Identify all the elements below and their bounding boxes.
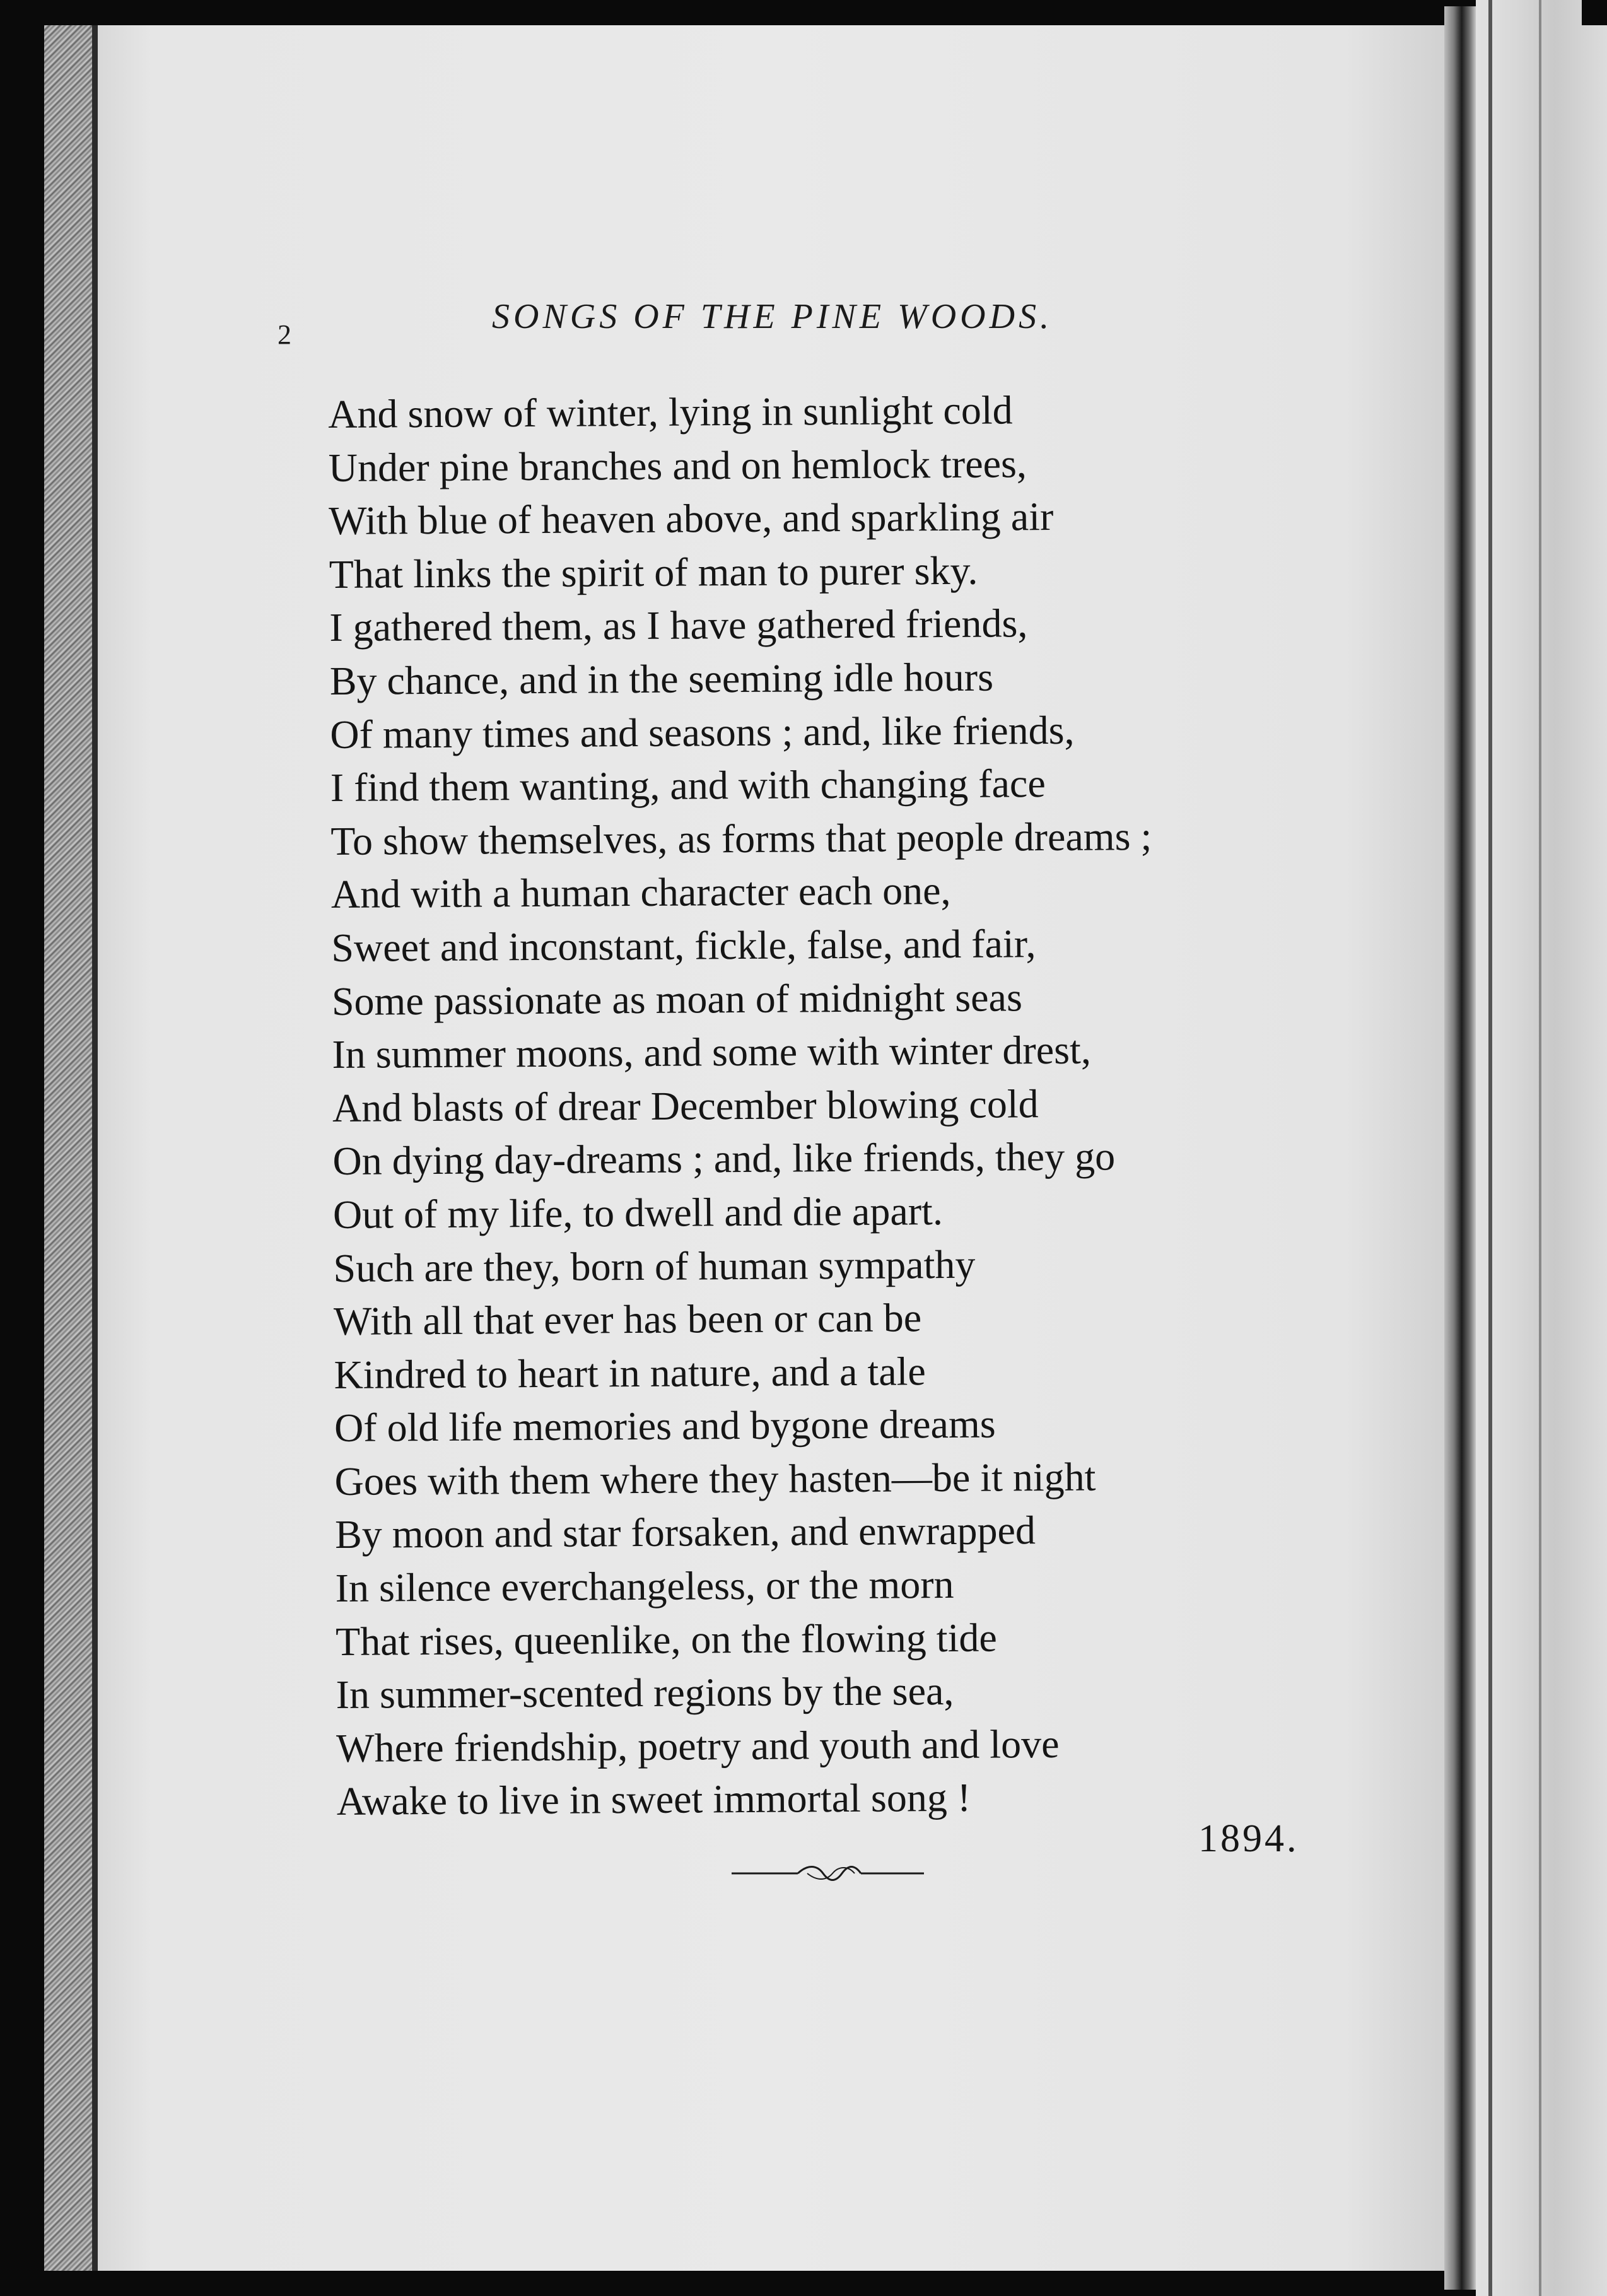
poem-line: In summer-scented regions by the sea, xyxy=(336,1668,954,1718)
page-gutter xyxy=(1444,6,1476,2290)
poem-line: And blasts of drear December blowing cold xyxy=(332,1081,1039,1130)
poem-line: Some passionate as moan of midnight seas xyxy=(331,974,1023,1024)
poem-line: And snow of winter, lying in sunlight cold xyxy=(328,387,1013,436)
facing-page-line-secondary xyxy=(1539,0,1541,2296)
poem-line: With blue of heaven above, and sparkling air xyxy=(329,494,1054,544)
facing-page-line xyxy=(1488,0,1492,2296)
poem-line: Awake to live in sweet immortal song ! xyxy=(336,1775,971,1824)
poem-line: With all that ever has been or can be xyxy=(333,1295,922,1344)
background-corner xyxy=(1582,0,1607,25)
poem-line: Sweet and inconstant, fickle, false, and fair, xyxy=(331,921,1036,970)
poem-line: By chance, and in the seeming idle hours xyxy=(329,654,994,703)
poem-line: In summer moons, and some with winter drest, xyxy=(332,1027,1092,1077)
poem-line: That links the spirit of man to purer sky. xyxy=(329,548,978,597)
poem-line: Kindred to heart in nature, and a tale xyxy=(334,1348,926,1397)
poem-line: On dying day-dreams ; and, like friends, they go xyxy=(332,1133,1116,1184)
poem-date: 1894. xyxy=(1198,1817,1299,1860)
poem-line: I gathered them, as I have gathered friends, xyxy=(329,600,1028,650)
poem-line: That rises, queenlike, on the flowing tide xyxy=(335,1615,997,1664)
poem-line: I find them wanting, and with changing face xyxy=(330,761,1046,811)
poem-line: Such are they, born of human sympathy xyxy=(333,1241,976,1291)
poem-line: In silence everchangeless, or the morn xyxy=(335,1562,954,1611)
poem-line: Goes with them where they hasten—be it night xyxy=(334,1454,1096,1504)
poem-line: Of many times and seasons ; and, like friends, xyxy=(330,707,1075,757)
running-head: SONGS OF THE PINE WOODS. xyxy=(492,297,1053,336)
book-binding-edge xyxy=(44,25,101,2271)
poem-line: Where friendship, poetry and youth and love xyxy=(336,1721,1060,1771)
facing-page-edge xyxy=(1476,0,1607,2296)
poem-line: And with a human character each one, xyxy=(330,868,951,917)
poem-line: Out of my life, to dwell and die apart. xyxy=(332,1188,944,1237)
poem-line: To show themselves, as forms that people dreams ; xyxy=(330,813,1152,864)
page-number: 2 xyxy=(278,319,291,350)
poem-line: By moon and star forsaken, and enwrapped xyxy=(334,1508,1036,1557)
poem-text xyxy=(328,383,1158,1829)
poem-line: Of old life memories and bygone dreams xyxy=(334,1401,996,1451)
poem-line: Under pine branches and on hemlock trees, xyxy=(328,440,1027,490)
tailpiece-flourish-icon xyxy=(732,1861,924,1886)
